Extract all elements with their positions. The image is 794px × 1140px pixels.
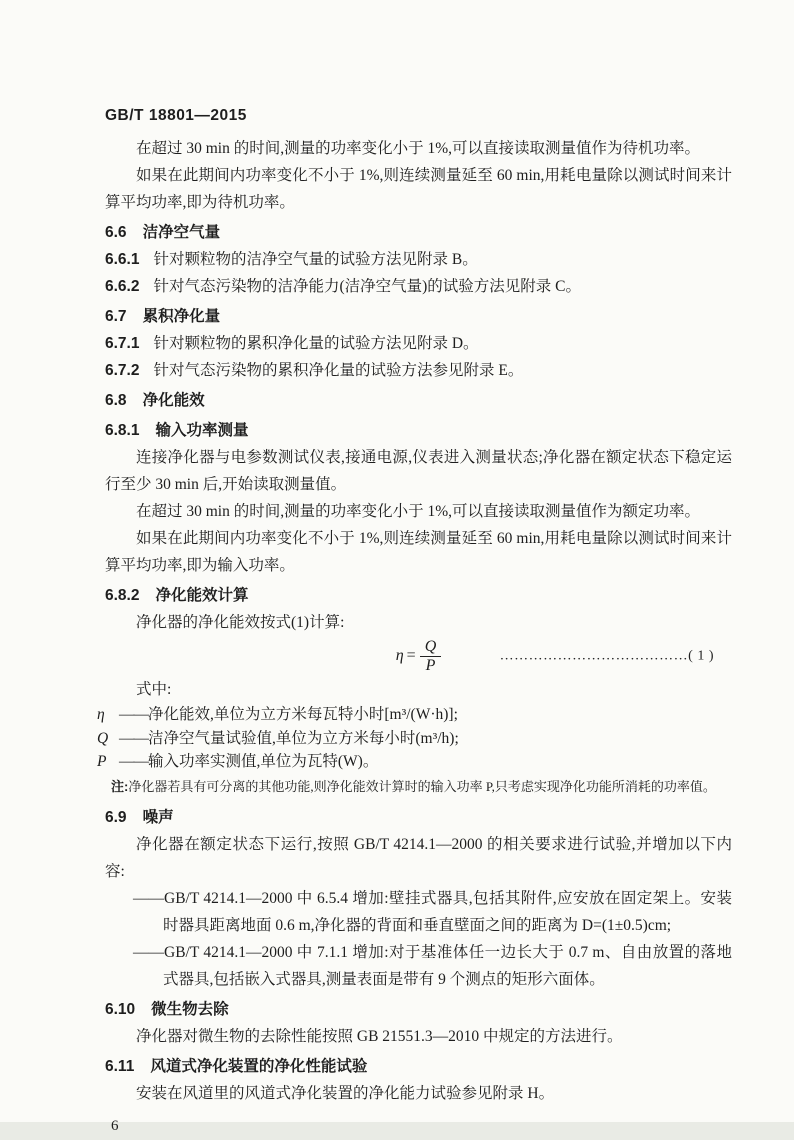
paragraph-input-power-read: 在超过 30 min 的时间,测量的功率变化小于 1%,可以直接读取测量值作为额定功率。 (136, 503, 701, 520)
note (111, 776, 732, 798)
doc-code-header: GB/T 18801—2015 (105, 107, 247, 124)
clause-number: 6.7.1 (105, 335, 140, 352)
clause-number: 6.6.1 (105, 251, 140, 268)
paragraph-standby-read: 在超过 30 min 的时间,测量的功率变化小于 1%,可以直接读取测量值作为待机功率。 (136, 140, 701, 157)
symbol: P (97, 753, 107, 770)
note-label: 注: (111, 778, 129, 794)
paragraph-duct-type: 安装在风道里的风道式净化装置的净化能力试验参见附录 H。 (136, 1084, 555, 1102)
paragraph-standby-average: 如果在此期间内功率变化不小于 1%,则连续测量延至 60 min,用耗电量除以测试时间来计算平均功率,即为待机功率。 (105, 167, 732, 211)
section-heading-6-11 (105, 1053, 732, 1080)
section-title: 输入功率测量 (155, 422, 249, 439)
section-heading-6-9 (105, 804, 732, 831)
equation-number-leader: …………………………………( 1 ) (499, 648, 714, 664)
section-number: 6.6 (105, 224, 127, 241)
fraction-denominator: P (425, 656, 436, 674)
section-heading-6-6 (105, 219, 732, 246)
section-number: 6.8.2 (105, 587, 140, 604)
section-title: 洁净空气量 (142, 224, 221, 241)
formula-row (105, 637, 732, 675)
symbol-description: 洁净空气量试验值,单位为立方米每小时(m³/h); (148, 729, 459, 747)
clause-text: 针对气态污染物的累积净化量的试验方法参见附录 E。 (153, 362, 524, 379)
definition-dash: —— (119, 729, 148, 747)
definition-dash: —— (119, 753, 148, 770)
symbol: η (97, 706, 105, 723)
clause-text: 针对颗粒物的洁净空气量的试验方法见附录 B。 (153, 251, 478, 268)
symbol-definition-q (97, 727, 732, 751)
paragraph-formula-intro: 净化器的净化能效按式(1)计算: (136, 614, 345, 631)
clause-number: 6.7.2 (105, 362, 140, 379)
section-title: 累积净化量 (142, 308, 221, 325)
fraction (420, 639, 442, 674)
section-number: 6.8.1 (105, 422, 140, 439)
symbol-description: 输入功率实测值,单位为瓦特(W)。 (148, 753, 379, 770)
section-number: 6.8 (105, 392, 127, 409)
section-number: 6.10 (105, 1000, 136, 1018)
section-heading-6-8-2 (105, 582, 732, 609)
paragraph-microbial: 净化器对微生物的去除性能按照 GB 21551.3—2010 中规定的方法进行。 (136, 1027, 623, 1045)
page-number: 6 (111, 1117, 119, 1134)
section-title: 微生物去除 (151, 1000, 229, 1018)
section-number: 6.9 (105, 808, 127, 826)
clause-text: 针对颗粒物的累积净化量的试验方法见附录 D。 (153, 335, 479, 352)
clause-6-7-2 (105, 357, 732, 384)
symbol: Q (97, 729, 109, 747)
section-heading-6-8-1 (105, 417, 732, 444)
clause-6-6-2 (105, 273, 732, 300)
where-label: 式中: (136, 681, 172, 698)
paragraph-noise-intro: 净化器在额定状态下运行,按照 GB/T 4214.1—2000 的相关要求进行试验,并增加以下内容: (105, 835, 732, 880)
section-title: 净化能效计算 (155, 587, 249, 604)
section-number: 6.7 (105, 308, 127, 325)
clause-6-7-1 (105, 330, 732, 357)
equals-sign: = (406, 647, 416, 664)
equation-lhs-eta: η (395, 647, 404, 664)
paragraph-input-power-average: 如果在此期间内功率变化不小于 1%,则连续测量延至 60 min,用耗电量除以测试时间来计算平均功率,即为输入功率。 (105, 530, 732, 574)
symbol-description: 净化能效,单位为立方米每瓦特小时[m³/(W·h)]; (148, 706, 458, 723)
section-title: 净化能效 (142, 392, 205, 409)
definition-dash: —— (119, 706, 148, 723)
list-item-dash-2: ——GB/T 4214.1—2000 中 7.1.1 增加:对于基准体任一边长大于 0.7 m、自由放置的落地式器具,包括嵌入式器具,测量表面是带有 9 个测点的矩形六面体。 (133, 943, 732, 988)
symbol-definition-eta (97, 703, 732, 727)
section-heading-6-8 (105, 387, 732, 414)
symbol-definition-p (97, 750, 732, 774)
section-heading-6-7 (105, 303, 732, 330)
section-number: 6.11 (105, 1057, 135, 1075)
paragraph-input-power-connect: 连接净化器与电参数测试仪表,接通电源,仪表进入测量状态;净化器在额定状态下稳定运行至少 30 min 后,开始读取测量值。 (105, 449, 732, 493)
equation (396, 639, 442, 674)
fraction-numerator: Q (420, 639, 442, 657)
list-item-dash-1: ——GB/T 4214.1—2000 中 6.5.4 增加:壁挂式器具,包括其附件,应安放在固定架上。安装时器具距离地面 0.6 m,净化器的背面和垂直壁面之间的距离为 D=(1±0.5)cm; (133, 889, 732, 934)
clause-6-6-1 (105, 246, 732, 273)
section-title: 噪声 (142, 808, 174, 826)
note-text: 净化器若具有可分离的其他功能,则净化能效计算时的输入功率 P,只考虑实现净化功能所消耗的功率值。 (128, 778, 716, 794)
section-title: 风道式净化装置的净化性能试验 (150, 1057, 368, 1075)
clause-number: 6.6.2 (105, 278, 140, 295)
clause-text: 针对气态污染物的洁净能力(洁净空气量)的试验方法见附录 C。 (153, 278, 582, 295)
section-heading-6-10 (105, 996, 732, 1023)
